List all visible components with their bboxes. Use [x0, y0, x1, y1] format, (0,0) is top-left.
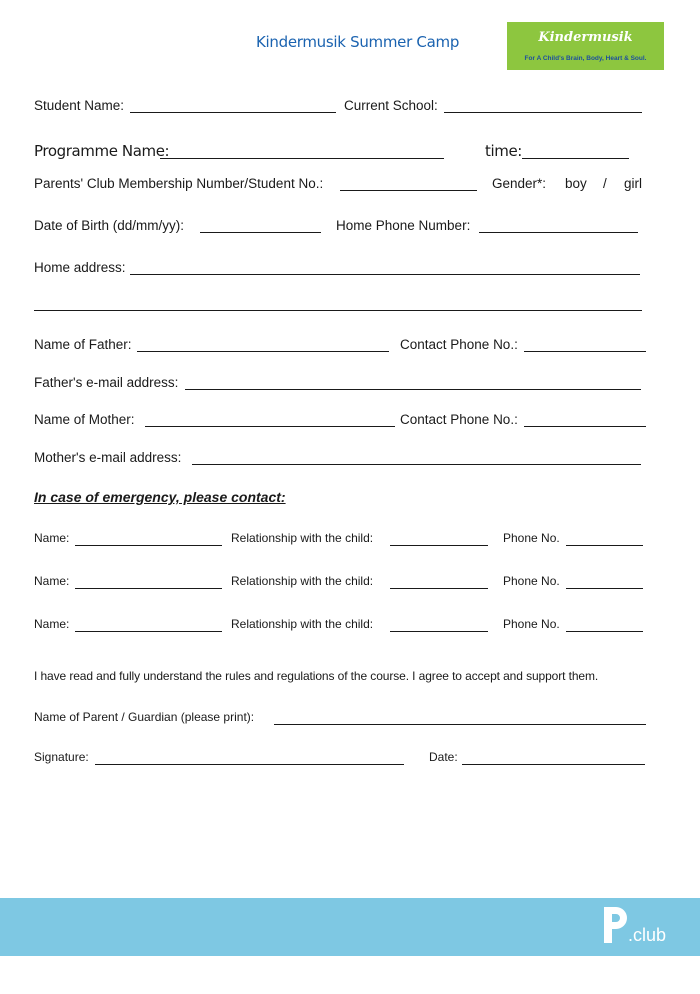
emergency-relationship-field[interactable] — [390, 588, 488, 589]
emergency-name-label: Name: — [34, 574, 70, 588]
dob-label: Date of Birth (dd/mm/yy): — [34, 218, 185, 233]
programme-name-field[interactable] — [160, 158, 444, 159]
date-label: Date: — [429, 750, 458, 764]
emergency-phone-label: Phone No. — [503, 574, 560, 588]
page-title: Kindermusik Summer Camp — [256, 33, 460, 51]
home-address-label: Home address: — [34, 260, 126, 275]
emergency-name-field[interactable] — [75, 631, 222, 632]
emergency-phone-field[interactable] — [566, 588, 643, 589]
time-label: time: — [485, 142, 522, 160]
emergency-phone-label: Phone No. — [503, 531, 560, 545]
footer-band — [0, 898, 700, 956]
emergency-phone-label: Phone No. — [503, 617, 560, 631]
father-name-label: Name of Father: — [34, 337, 132, 352]
home-phone-field[interactable] — [479, 232, 638, 233]
father-email-field[interactable] — [185, 389, 641, 390]
pclub-brand-text: .club — [628, 925, 667, 945]
gender-boy-option[interactable]: boy — [565, 176, 587, 191]
signature-field[interactable] — [95, 764, 404, 765]
student-name-label: Student Name: — [34, 98, 125, 113]
kindermusik-logo — [507, 22, 664, 70]
home-address-field[interactable] — [130, 274, 640, 275]
emergency-relationship-label: Relationship with the child: — [231, 617, 374, 631]
student-name-field[interactable] — [130, 112, 336, 113]
dob-field[interactable] — [200, 232, 321, 233]
current-school-label: Current School: — [344, 98, 438, 113]
emergency-heading: In case of emergency, please contact: — [34, 489, 286, 505]
mother-phone-field[interactable] — [524, 426, 646, 427]
logo-name: Kindermusik — [538, 30, 633, 45]
emergency-name-field[interactable] — [75, 545, 222, 546]
logo-tagline: For A Child's Brain, Body, Heart & Soul. — [524, 55, 647, 62]
mother-email-field[interactable] — [192, 464, 641, 465]
gender-separator: / — [603, 176, 607, 191]
mother-name-field[interactable] — [145, 426, 395, 427]
date-field[interactable] — [462, 764, 645, 765]
emergency-relationship-label: Relationship with the child: — [231, 574, 374, 588]
mother-email-label: Mother's e-mail address: — [34, 450, 182, 465]
emergency-name-field[interactable] — [75, 588, 222, 589]
current-school-field[interactable] — [444, 112, 642, 113]
father-name-field[interactable] — [137, 351, 389, 352]
gender-label: Gender*: — [492, 176, 547, 191]
guardian-name-label: Name of Parent / Guardian (please print): — [34, 710, 255, 724]
programme-name-label: Programme Name: — [34, 142, 170, 160]
emergency-phone-field[interactable] — [566, 631, 643, 632]
gender-girl-option[interactable]: girl — [624, 176, 643, 191]
father-email-label: Father's e-mail address: — [34, 375, 179, 390]
time-field[interactable] — [522, 158, 629, 159]
home-phone-label: Home Phone Number: — [336, 218, 471, 233]
emergency-relationship-field[interactable] — [390, 545, 488, 546]
membership-field[interactable] — [340, 190, 477, 191]
emergency-name-label: Name: — [34, 531, 70, 545]
emergency-name-label: Name: — [34, 617, 70, 631]
signature-label: Signature: — [34, 750, 89, 764]
emergency-phone-field[interactable] — [566, 545, 643, 546]
pclub-p-logo-icon — [601, 903, 631, 946]
home-address-field-line2[interactable] — [34, 310, 642, 311]
membership-label: Parents' Club Membership Number/Student No.: — [34, 176, 324, 191]
father-phone-field[interactable] — [524, 351, 646, 352]
emergency-relationship-field[interactable] — [390, 631, 488, 632]
mother-phone-label: Contact Phone No.: — [400, 412, 518, 427]
emergency-relationship-label: Relationship with the child: — [231, 531, 374, 545]
guardian-name-field[interactable] — [274, 724, 646, 725]
mother-name-label: Name of Mother: — [34, 412, 135, 427]
father-phone-label: Contact Phone No.: — [400, 337, 518, 352]
agreement-statement: I have read and fully understand the rules and regulations of the course. I agree to accept and support them. — [34, 669, 599, 683]
